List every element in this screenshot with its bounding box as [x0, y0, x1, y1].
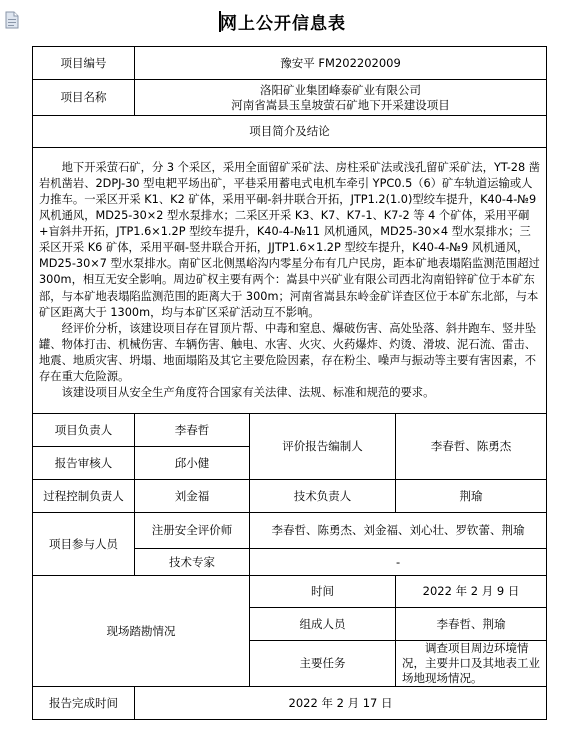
project-name-label: 项目名称	[33, 80, 135, 116]
reviewer-label: 报告审核人	[33, 447, 135, 480]
report-author-value: 李春哲、陈勇杰	[396, 414, 547, 480]
project-no-value: 豫安平 FM202202009	[135, 47, 547, 80]
project-lead-value: 李春哲	[135, 414, 250, 447]
tech-expert-label: 技术专家	[135, 549, 250, 576]
assessors-value: 李春哲、陈勇杰、刘金福、刘心壮、罗钦蕾、荆瑜	[250, 513, 547, 549]
table-row	[33, 116, 547, 148]
site-survey-label: 现场踏勘情况	[33, 576, 250, 687]
time-label: 时间	[250, 576, 396, 608]
reviewer-value: 邱小健	[135, 447, 250, 480]
process-lead-label: 过程控制负责人	[33, 480, 135, 513]
table-row	[33, 80, 547, 116]
summary-text	[33, 148, 547, 414]
project-lead-label: 项目负责人	[33, 414, 135, 447]
participants-label: 项目参与人员	[33, 513, 135, 576]
table-row	[33, 480, 547, 513]
task-label: 主要任务	[250, 641, 396, 687]
summary-header: 项目简介及结论	[33, 116, 547, 148]
document-title: 网上公开信息表	[220, 14, 346, 34]
completion-label: 报告完成时间	[33, 687, 135, 720]
table-row	[33, 576, 547, 608]
project-name-line: 河南省嵩县玉皇坡萤石矿地下开采建设项目	[231, 97, 450, 112]
team-value: 李春哲、荆瑜	[396, 608, 547, 641]
summary-paragraph: 地下开采萤石矿，分 3 个采区，采用全面留矿采矿法、房柱采矿法或浅孔留矿采矿法，YT-28 凿岩机凿岩、2DPJ-30 型电耙平场出矿，平巷采用蓄电式电机车牵引 YPC0.5（6）矿车轨道运输或人力推车。一采区开采 K1、K2 矿体，采用平硐-斜井联合开拓，JTP1.2(1.0)型绞车提升，K40-4-№9 风机通风，MD25-30×2 型水泵排水；二采区开采 K3、K7、K7-1、K7-2 等 4 个矿体，采用平硐+盲斜井开拓，JTP1.6×1.2P 型绞车提升，K40-4-№11 风机通风，MD25-30×4 型水泵排水；三采区开采 K6 矿体，采用平硐-竖井联合开拓，JJTP1.6×1.2P 型绞车提升，K40-4-№9 风机通风，MD25-30×7 型水泵排水。南矿区北侧黑峪沟内零星分布有几户民房，距本矿地表塌陷监测范围超过 300m，相互无安全影响。周边矿权主要有两个：嵩县中兴矿业有限公司西北沟南铅锌矿位于本矿东部，与本矿地表塌陷监测范围的距离大于 300m；河南省嵩县东岭金矿详查区位于本矿东北部，与本矿区距离大于 1300m，均与本矿区采矿活动互不影响。	[39, 160, 541, 319]
table-row	[33, 414, 547, 447]
completion-value: 2022 年 2 月 17 日	[135, 687, 547, 720]
table-row	[33, 47, 547, 80]
task-value: 调查项目周边环境情况，主要井口及其地表工业场地现场情况。	[396, 641, 547, 687]
table-row	[33, 148, 547, 414]
summary-paragraph: 经评价分析，该建设项目存在冒顶片帮、中毒和窒息、爆破伤害、高处坠落、斜井跑车、竖井坠罐、物体打击、机械伤害、车辆伤害、触电、水害、火灾、火药爆炸、灼烫、滑坡、泥石流、雷击、地震、地质灾害、坍塌、地面塌陷及其它主要危险因素，存在粉尘、噪声与振动等主要有害因素，不存在重大危险源。	[39, 321, 537, 384]
table-row	[33, 687, 547, 720]
table-row	[33, 513, 547, 549]
assessors-label: 注册安全评价师	[135, 513, 250, 549]
tech-lead-value: 荆瑜	[396, 480, 547, 513]
tech-lead-label: 技术负责人	[250, 480, 396, 513]
project-name-value	[135, 80, 547, 116]
project-no-label: 项目编号	[33, 47, 135, 80]
project-name-line: 洛阳矿业集团峰泰矿业有限公司	[260, 82, 422, 97]
process-lead-value: 刘金福	[135, 480, 250, 513]
tech-expert-value: -	[250, 549, 547, 576]
time-value: 2022 年 2 月 9 日	[396, 576, 547, 608]
info-table	[32, 46, 547, 720]
summary-paragraph: 该建设项目从安全生产角度符合国家有关法律、法规、标准和规范的要求。	[61, 386, 435, 400]
team-label: 组成人员	[250, 608, 396, 641]
report-author-label: 评价报告编制人	[250, 414, 396, 480]
